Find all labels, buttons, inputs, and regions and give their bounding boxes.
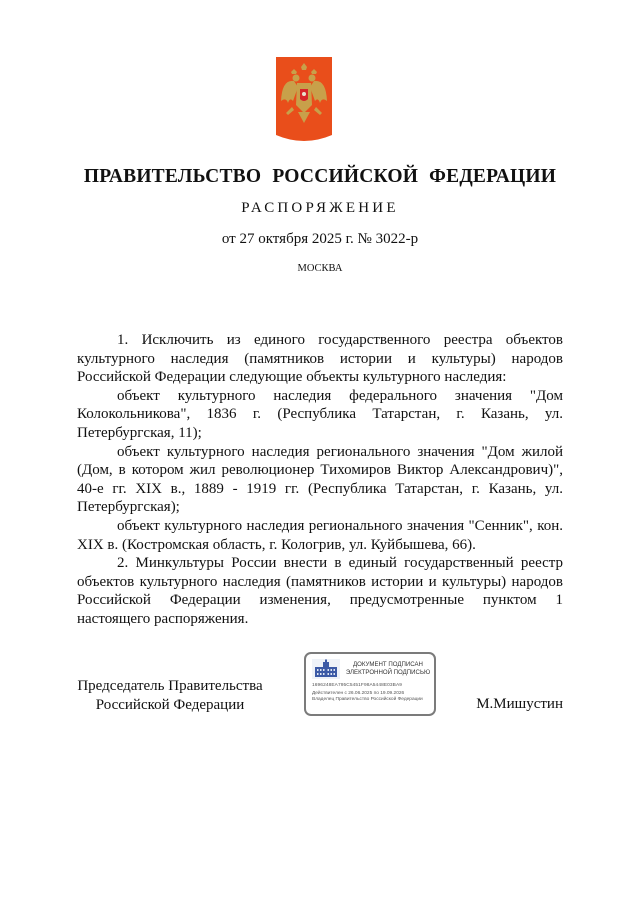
electronic-signature-stamp — [304, 652, 436, 716]
signatory-position-line1: Председатель Правительства — [77, 678, 263, 694]
signatory-position-line2: Российской Федерации — [95, 697, 245, 713]
coat-of-arms-icon — [276, 57, 332, 143]
stamp-title-line1: ДОКУМЕНТ ПОДПИСАН — [353, 661, 423, 668]
government-title: ПРАВИТЕЛЬСТВО РОССИЙСКОЙ ФЕДЕРАЦИИ — [83, 166, 557, 187]
document-date-number: от 27 октября 2025 г. № 3022-р — [221, 231, 419, 247]
stamp-validity: Действителен с 26.06.2025 по 19.09.2026 — [312, 691, 405, 696]
paragraph-item-2: объект культурного наследия регионального значения "Дом жилой (Дом, в котором жил революционер Тихомиров Виктор Александрович)", 40-е гг. XIX в., 1889 - 1919 гг. (Республика Татарстан, г. Казань, ул. Петербургская); — [77, 443, 563, 516]
signatory-position — [70, 677, 270, 715]
paragraph-item-1: объект культурного наследия федерального значения "Дом Колокольникова", 1836 г. (Республика Татарстан, г. Казань, ул. Петербургская, 11); — [77, 387, 563, 441]
document-body — [77, 331, 563, 629]
signatory-name: М.Мишустин — [476, 696, 563, 712]
stamp-title — [342, 661, 434, 676]
stamp-title-line2: ЭЛЕКТРОННОЙ ПОДПИСЬЮ — [345, 668, 431, 676]
stamp-certificate-number: 1696248EA795C5451F98A5448E03BA9 — [312, 683, 403, 688]
paragraph-1: 1. Исключить из единого государственного реестра объектов культурного наследия (памятников истории и культуры) народов Российской Федерации следующие объекты культурного наследия: — [77, 332, 563, 386]
paragraph-2: 2. Минкультуры России внести в единый государственный реестр объектов культурного наследия (памятников истории и культуры) народов Российской Федерации изменения, предусмотренные пунктом 1 настоящего распоряжения. — [77, 555, 563, 627]
document-type: РАСПОРЯЖЕНИЕ — [241, 200, 399, 216]
paragraph-item-3: объект культурного наследия регионального значения "Сенник", кон. XIX в. (Костромская область, г. Кологрив, ул. Куйбышева, 66). — [77, 517, 563, 553]
government-building-icon — [312, 659, 340, 679]
document-city: МОСКВА — [297, 263, 343, 274]
stamp-owner: Владелец Правительство Российской Федерации — [312, 697, 423, 702]
